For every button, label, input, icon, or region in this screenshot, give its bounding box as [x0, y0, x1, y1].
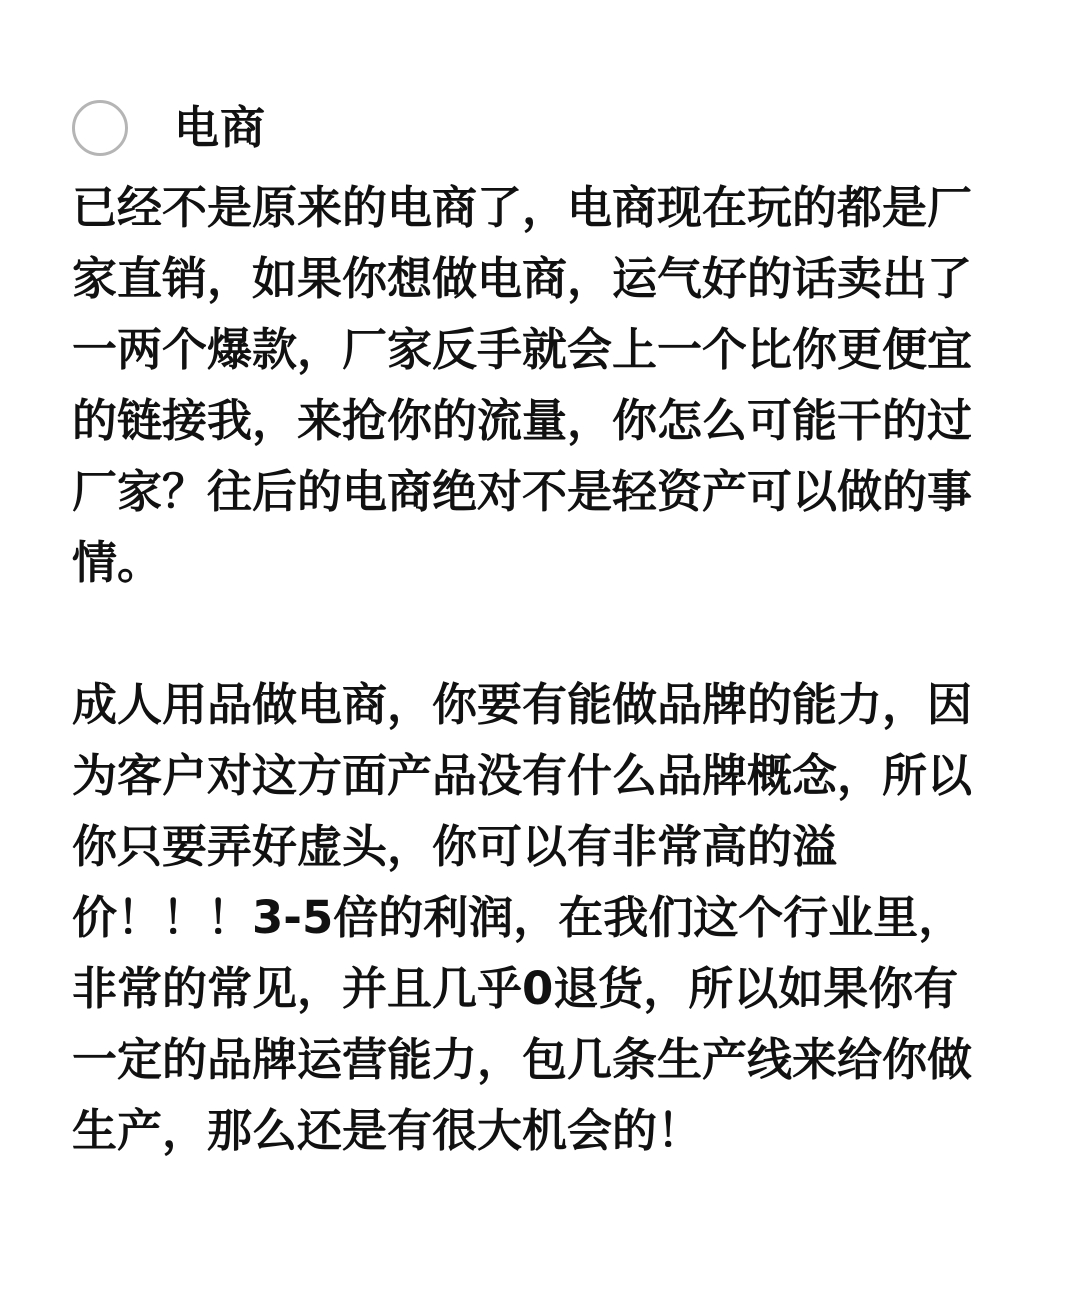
- todo-checkbox[interactable]: [72, 100, 128, 156]
- note-header: [72, 92, 972, 164]
- note-title: 电商: [174, 101, 267, 154]
- note-paragraph-1: 已经不是原来的电商了，电商现在玩的都是厂家直销，如果你想做电商，运气好的话卖出了一两个爆款，厂家反手就会上一个比你更便宜的链接我，来抢你的流量，你怎么可能干的过厂家？往后的电商绝对不是轻资产可以做的事情。: [72, 181, 973, 589]
- note-item: [72, 92, 972, 1166]
- note-paragraph-2: 成人用品做电商，你要有能做品牌的能力，因为客户对这方面产品没有什么品牌概念，所以你只要弄好虚头，你可以有非常高的溢价！！！3-5倍的利润，在我们这个行业里，非常的常见，并且几乎0退货，所以如果你有一定的品牌运营能力，包几条生产线来给你做生产，那么还是有很大机会的！: [72, 678, 973, 1157]
